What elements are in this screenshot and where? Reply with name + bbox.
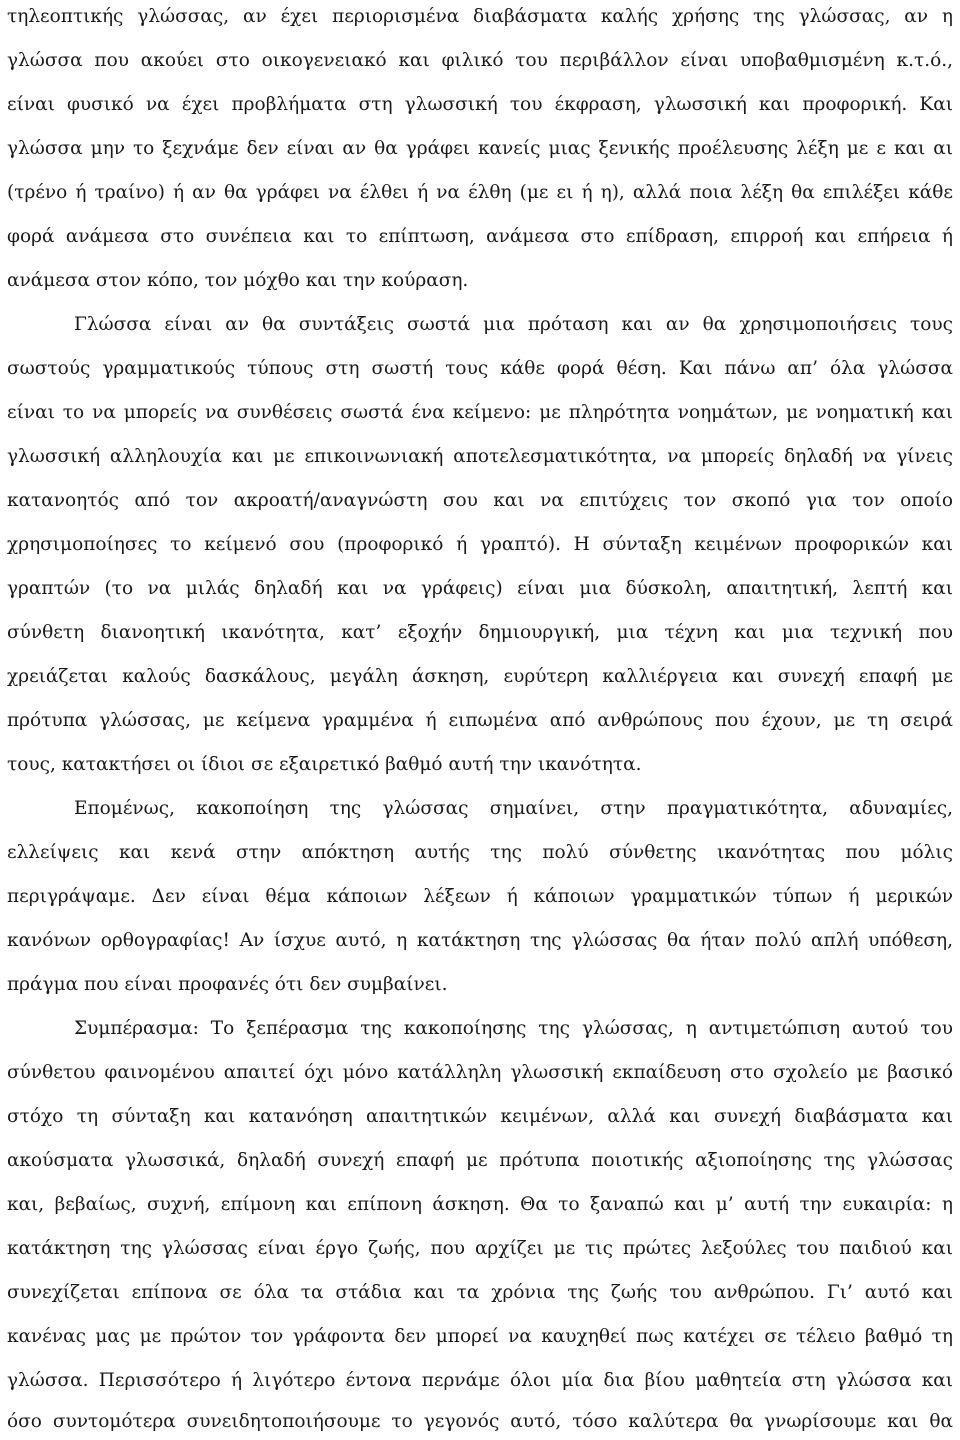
text-line: φορά ανάμεσα στο συνέπεια και το επίπτωση, ανάμεσα στο επίδραση, επιρροή και επήρεια ή	[7, 226, 953, 247]
paragraph-first-line: Συμπέρασμα: Το ξεπέρασμα της κακοποίησης της γλώσσας, η αντιμετώπιση αυτού του	[74, 1018, 953, 1039]
text-line: (τρένο ή τραίνο) ή αν θα γράφει να έλθει ή να έλθη (με ει ή η), αλλά ποια λέξη θα επιλέξει κάθε	[7, 182, 953, 203]
paragraph-first-line: Γλώσσα είναι αν θα συντάξεις σωστά μια πρόταση και αν θα χρησιμοποιήσεις τους	[74, 314, 953, 335]
text-line: πρότυπα γλώσσας, με κείμενα γραμμένα ή ειπωμένα από ανθρώπους που έχουν, με τη σειρά	[7, 710, 953, 731]
text-line: είναι το να μπορείς να συνθέσεις σωστά ένα κείμενο: με πληρότητα νοημάτων, με νοηματική και	[7, 402, 953, 423]
text-line: χρησιμοποίησες το κείμενό σου (προφορικό ή γραπτό). Η σύνταξη κειμένων προφορικών και	[7, 534, 953, 555]
text-line: συνεχίζεται επίπονα σε όλα τα στάδια και τα χρόνια της ζωής του ανθρώπου. Γι’ αυτό και	[7, 1282, 953, 1303]
text-line: κανένας μας με πρώτον τον γράφοντα δεν μπορεί να καυχηθεί πως κατέχει σε τέλειο βαθμό τη	[7, 1326, 953, 1347]
text-line: ελλείψεις και κενά στην απόκτηση αυτής της πολύ σύνθετης ικανότητας που μόλις	[7, 842, 953, 863]
text-line: γλώσσα μην το ξεχνάμε δεν είναι αν θα γράφει κανείς μιας ξενικής προέλευσης λέξη με ε και αι	[7, 138, 953, 159]
text-line: είναι φυσικό να έχει προβλήματα στη γλωσσική του έκφραση, γλωσσική και προφορική. Και	[7, 94, 953, 115]
text-line: σύνθετη διανοητική ικανότητα, κατ’ εξοχήν δημιουργική, μια τέχνη και μια τεχνική που	[7, 622, 953, 643]
text-line: γλώσσα. Περισσότερο ή λιγότερο έντονα περνάμε όλοι μία δια βίου μαθητεία στη γλώσσα και	[7, 1370, 953, 1391]
paragraph-first-line: Επομένως, κακοποίηση της γλώσσας σημαίνει, στην πραγματικότητα, αδυναμίες,	[74, 798, 953, 819]
text-line: τους, κατακτήσει οι ίδιοι σε εξαιρετικό βαθμό αυτή την ικανότητα.	[7, 754, 642, 775]
text-line: κατάκτηση της γλώσσας είναι έργο ζωής, που αρχίζει με τις πρώτες λεξούλες του παιδιού και	[7, 1238, 953, 1259]
text-line: σωστούς γραμματικούς τύπους στη σωστή τους κάθε φορά θέση. Και πάνω απ’ όλα γλώσσα	[7, 358, 953, 379]
text-line: κατανοητός από τον ακροατή/αναγνώστη σου και να επιτύχεις τον σκοπό για τον οποίο	[7, 490, 953, 511]
text-line: και, βεβαίως, συχνή, επίμονη και επίπονη άσκηση. Θα το ξαναπώ και μ’ αυτή την ευκαιρία: η	[7, 1194, 953, 1215]
text-line: όσο συντομότερα συνειδητοποιήσουμε το γεγονός αυτό, τόσο καλύτερα θα γνωρίσουμε και θα	[7, 1411, 953, 1432]
text-line: περιγράψαμε. Δεν είναι θέμα κάποιων λέξεων ή κάποιων γραμματικών τύπων ή μερικών	[7, 886, 953, 907]
text-line: τηλεοπτικής γλώσσας, αν έχει περιορισμένα διαβάσματα καλής χρήσης της γλώσσας, αν η	[7, 6, 953, 27]
text-line: πράγμα που είναι προφανές ότι δεν συμβαίνει.	[7, 974, 448, 995]
text-line: στόχο τη σύνταξη και κατανόηση απαιτητικών κειμένων, αλλά και συνεχή διαβάσματα και	[7, 1106, 953, 1127]
text-line: γλωσσική αλληλουχία και με επικοινωνιακή αποτελεσματικότητα, να μπορείς δηλαδή να γίνεις	[7, 446, 953, 467]
text-line: ακούσματα γλωσσικά, δηλαδή συνεχή επαφή με πρότυπα ποιοτικής αξιοποίησης της γλώσσας	[7, 1150, 953, 1171]
text-line: σύνθετου φαινομένου απαιτεί όχι μόνο κατάλληλη γλωσσική εκπαίδευση στο σχολείο με βασικό	[7, 1062, 953, 1083]
text-line: χρειάζεται καλούς δασκάλους, μεγάλη άσκηση, ευρύτερη καλλιέργεια και συνεχή επαφή με	[7, 666, 953, 687]
text-line: γλώσσα που ακούει στο οικογενειακό και φιλικό του περιβάλλον είναι υποβαθμισμένη κ.τ.ό.,	[7, 50, 953, 71]
text-line: ανάμεσα στον κόπο, τον μόχθο και την κούραση.	[7, 270, 469, 291]
text-line: κανόνων ορθογραφίας! Αν ίσχυε αυτό, η κατάκτηση της γλώσσας θα ήταν πολύ απλή υπόθεση,	[7, 930, 953, 951]
text-line: γραπτών (το να μιλάς δηλαδή και να γράφεις) είναι μια δύσκολη, απαιτητική, λεπτή και	[7, 578, 953, 599]
